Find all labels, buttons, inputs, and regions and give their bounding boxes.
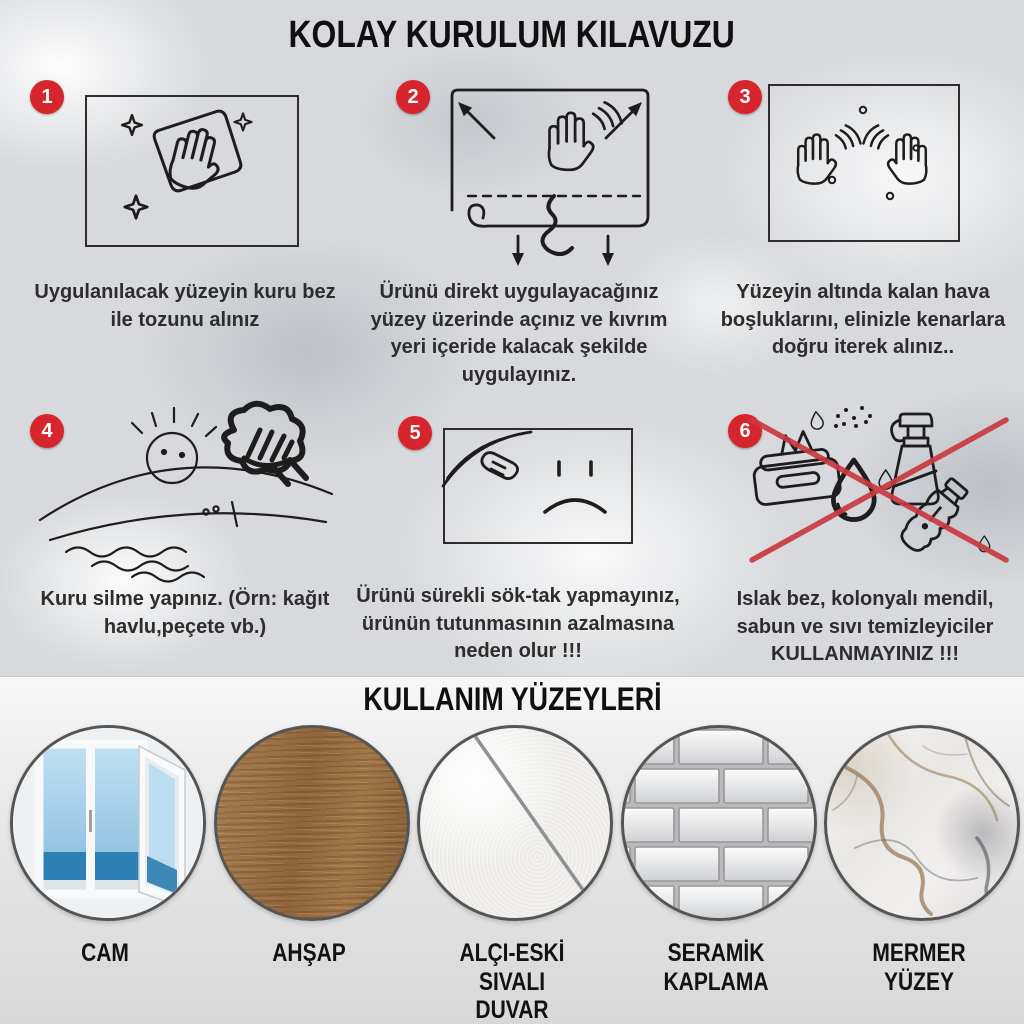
surface-swatch-glass [10, 725, 206, 921]
surfaces-section-title: KULLANIM YÜZEYLERİ [362, 681, 662, 717]
surface-label-mermer: MERMER YÜZEY [872, 939, 966, 996]
step-3-number-badge: 3 [728, 80, 762, 114]
peel-corner-sad-face-icon [443, 428, 629, 540]
usage-surfaces-section [0, 676, 1024, 1024]
surface-swatch-ceramic [621, 725, 817, 921]
unroll-sheet-smooth-icon [428, 80, 668, 276]
step-6-caption: Islak bez, kolonyalı mendil, sabun ve sıvı temizleyiciler KULLANMAYINIZ !!! [736, 588, 994, 666]
dry-wipe-landscape-icon [36, 400, 336, 580]
surface-label-seramik: SERAMİK KAPLAMA [663, 939, 769, 996]
surface-label-ahsap: AHŞAP [272, 939, 346, 967]
step-6-number-badge: 6 [728, 414, 762, 448]
subway-tile-texture [624, 728, 814, 918]
step-1-caption: Uygulanılacak yüzeyin kuru bez ile tozunu alınız [34, 281, 336, 331]
step-4-caption: Kuru silme yapınız. (Örn: kağıt havlu,peçete vb.) [40, 588, 330, 638]
step-1-number-badge: 1 [30, 80, 64, 114]
cloth-hand-sparkles-icon [85, 95, 295, 243]
push-air-bubbles-hands-icon [768, 84, 956, 238]
step-3-caption: Yüzeyin altında kalan hava boşluklarını, elinizle kenarlara doğru iterek alınız.. [720, 281, 1006, 359]
glass-window-texture [13, 728, 203, 918]
marble-veins-texture [827, 728, 1017, 918]
page-title: KOLAY KURULUM KILAVUZU [288, 14, 736, 56]
step-5-number-badge: 5 [398, 416, 432, 450]
prohibition-cross-icon [752, 420, 1006, 560]
surface-swatch-marble [824, 725, 1020, 921]
step-4-number-badge: 4 [30, 414, 64, 448]
step-2-number-badge: 2 [396, 80, 430, 114]
plaster-divider-line [420, 728, 610, 918]
surface-label-cam: CAM [81, 939, 129, 967]
no-liquid-cleaners-icon [738, 408, 1018, 573]
surface-label-alci: ALÇI-ESKİ SIVALI DUVAR [459, 939, 565, 1024]
surface-swatch-wood [214, 725, 410, 921]
step-2-caption: Ürünü direkt uygulayacağınız yüzey üzerinde açınız ve kıvrım yeri içeride kalacak şekilde uygulayınız. [370, 281, 668, 386]
step-5-caption: Ürünü sürekli sök-tak yapmayınız, ürünün tutunmasının azalmasına neden olur !!! [356, 585, 680, 663]
surface-swatch-plaster [417, 725, 613, 921]
